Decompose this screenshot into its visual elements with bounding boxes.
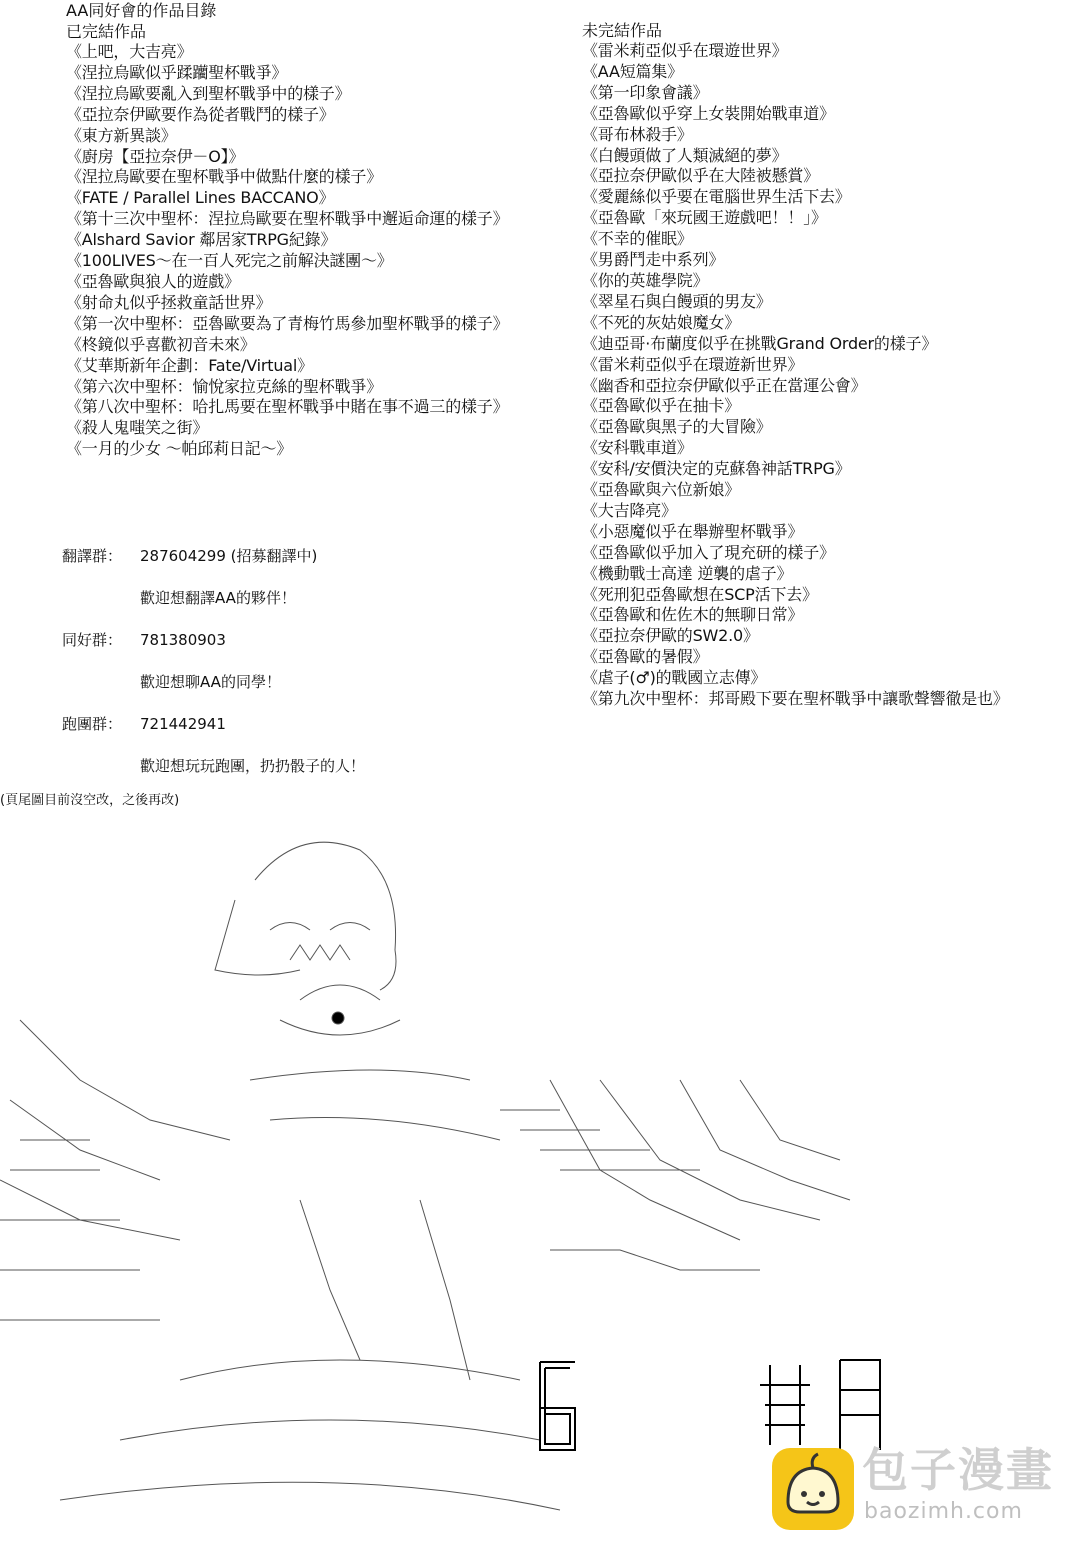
ongoing-item: 《死刑犯亞魯歐想在SCP活下去》: [582, 584, 818, 604]
ongoing-item: 《亞魯歐似乎在抽卡》: [582, 396, 741, 416]
ongoing-item: 《你的英雄學院》: [582, 270, 709, 290]
completed-item: 《100LIVES～在一百人死完之前解決謎團～》: [66, 251, 393, 271]
ongoing-item: 《哥布林殺手》: [582, 124, 693, 144]
group-label: 同好群：: [62, 631, 123, 649]
bun-logo-icon: [770, 1446, 856, 1532]
group-number: 287604299 (招募翻譯中): [140, 547, 318, 565]
completed-item: 《亞拉奈伊歐要作為從者戰鬥的樣子》: [66, 104, 335, 124]
page-title: AA同好會的作品目錄: [66, 1, 217, 20]
ongoing-item: 《AA短篇集》: [582, 61, 683, 81]
ongoing-item: 《亞魯歐似乎穿上女裝開始戰車道》: [582, 103, 835, 123]
watermark: [770, 1440, 1070, 1540]
period-kanji-glyph: [760, 1360, 880, 1450]
completed-item: 《涅拉烏歐似乎蹂躪聖杯戰爭》: [66, 62, 288, 82]
group-label: 跑團群：: [62, 715, 123, 733]
ongoing-item: 《機動戰士高達 逆襲的虐子》: [582, 563, 793, 583]
ongoing-item: 《亞拉奈伊歐似乎在大陸被懸賞》: [582, 166, 820, 186]
completed-item: 《涅拉烏歐要在聖杯戰爭中做點什麼的樣子》: [66, 167, 383, 187]
ongoing-item: 《不幸的催眠》: [582, 229, 693, 249]
group-welcome: 歡迎想翻譯AA的夥伴！: [140, 589, 296, 607]
ongoing-item: 《亞魯歐和佐佐木的無聊日常》: [582, 605, 804, 625]
completed-item: 《第八次中聖杯：哈扎馬要在聖杯戰爭中賭在事不過三的樣子》: [66, 397, 509, 417]
completed-column: [66, 0, 586, 460]
ongoing-list: [582, 41, 1082, 710]
completed-item: 《第一次中聖杯：亞魯歐要為了青梅竹馬參加聖杯戰爭的樣子》: [66, 313, 509, 333]
ongoing-item: 《安科/安價決定的克蘇魯神話TRPG》: [582, 459, 851, 479]
group-row: [62, 630, 542, 650]
ongoing-item: 《第九次中聖杯：邦哥殿下要在聖杯戰爭中讓歌聲響徹是也》: [582, 689, 1009, 709]
ongoing-item: 《亞魯歐「來玩國王遊戲吧！！」》: [582, 208, 827, 228]
completed-list: [66, 42, 586, 460]
group-label: 翻譯群：: [62, 547, 123, 565]
ongoing-item: 《翠星石與白饅頭的男友》: [582, 291, 772, 311]
group-number: 781380903: [140, 631, 226, 649]
digit-six-glyph: [540, 1362, 575, 1450]
watermark-url: baozimh.com: [864, 1499, 1023, 1524]
completed-item: 《FATE / Parallel Lines BACCANO》: [66, 188, 335, 208]
ongoing-item: 《亞拉奈伊歐的SW2.0》: [582, 626, 759, 646]
ongoing-item: 《愛麗絲似乎要在電腦世界生活下去》: [582, 187, 851, 207]
completed-item: 《東方新異談》: [66, 125, 177, 145]
ongoing-item: 《迪亞哥·布蘭度似乎在挑戰Grand Order的樣子》: [582, 333, 938, 353]
completed-item: 《上吧，大吉亮》: [66, 42, 193, 61]
ongoing-item: 《男爵鬥走中系列》: [582, 250, 725, 270]
completed-item: 《射命丸似乎拯救童話世界》: [66, 292, 272, 312]
ongoing-item: 《大吉降亮》: [582, 500, 677, 520]
completed-heading: 已完結作品: [66, 22, 147, 41]
completed-item: 《一月的少女 ～帕邱莉日記～》: [66, 439, 293, 459]
ongoing-item: 《亞魯歐似乎加入了現充研的樣子》: [582, 542, 835, 562]
group-welcome: 歡迎想聊AA的同學！: [140, 673, 281, 691]
footer-note: (頁尾圖目前沒空改，之後再改): [0, 793, 180, 808]
ongoing-item: 《安科戰車道》: [582, 438, 693, 458]
ongoing-item: 《虐子(♂)的戰國立志傳》: [582, 668, 767, 688]
group-number: 721442941: [140, 715, 226, 733]
completed-item: 《艾華斯新年企劃：Fate/Virtual》: [66, 355, 313, 375]
watermark-title: 包子漫畫: [862, 1443, 1054, 1497]
ongoing-item: 《第一印象會議》: [582, 82, 709, 102]
completed-item: 《廚房【亞拉奈伊－O】》: [66, 146, 245, 166]
completed-item: 《第十三次中聖杯：涅拉烏歐要在聖杯戰爭中邂逅命運的樣子》: [66, 209, 509, 229]
ongoing-column: [582, 20, 1082, 710]
ongoing-item: 《小惡魔似乎在舉辦聖杯戰爭》: [582, 521, 804, 541]
group-row: [62, 714, 542, 734]
completed-item: 《Alshard Savior 鄰居家TRPG紀錄》: [66, 230, 337, 250]
group-welcome: 歡迎想玩玩跑團，扔扔骰子的人！: [140, 757, 366, 775]
ongoing-heading: 未完結作品: [582, 21, 663, 40]
ongoing-item: 《亞魯歐與六位新娘》: [582, 480, 741, 500]
ongoing-item: 《雷米莉亞似乎在環遊新世界》: [582, 354, 804, 374]
ongoing-item: 《不死的灰姑娘魔女》: [582, 312, 741, 332]
completed-item: 《殺人鬼嗤笑之街》: [66, 418, 209, 438]
ongoing-item: 《白饅頭做了人類滅絕的夢》: [582, 145, 788, 165]
ongoing-item: 《幽香和亞拉奈伊歐似乎正在當運公會》: [582, 375, 867, 395]
completed-item: 《亞魯歐與狼人的遊戲》: [66, 271, 240, 291]
completed-item: 《涅拉烏歐要亂入到聖杯戰爭中的樣子》: [66, 83, 351, 103]
group-row: [62, 546, 542, 566]
ongoing-item: 《雷米莉亞似乎在環遊世界》: [582, 41, 788, 60]
group-info: [62, 546, 542, 798]
completed-item: 《第六次中聖杯：愉悅家拉克絲的聖杯戰爭》: [66, 376, 383, 396]
completed-item: 《柊鏡似乎喜歡初音未來》: [66, 334, 256, 354]
ongoing-item: 《亞魯歐的暑假》: [582, 647, 709, 667]
ongoing-item: 《亞魯歐與黑子的大冒險》: [582, 417, 772, 437]
